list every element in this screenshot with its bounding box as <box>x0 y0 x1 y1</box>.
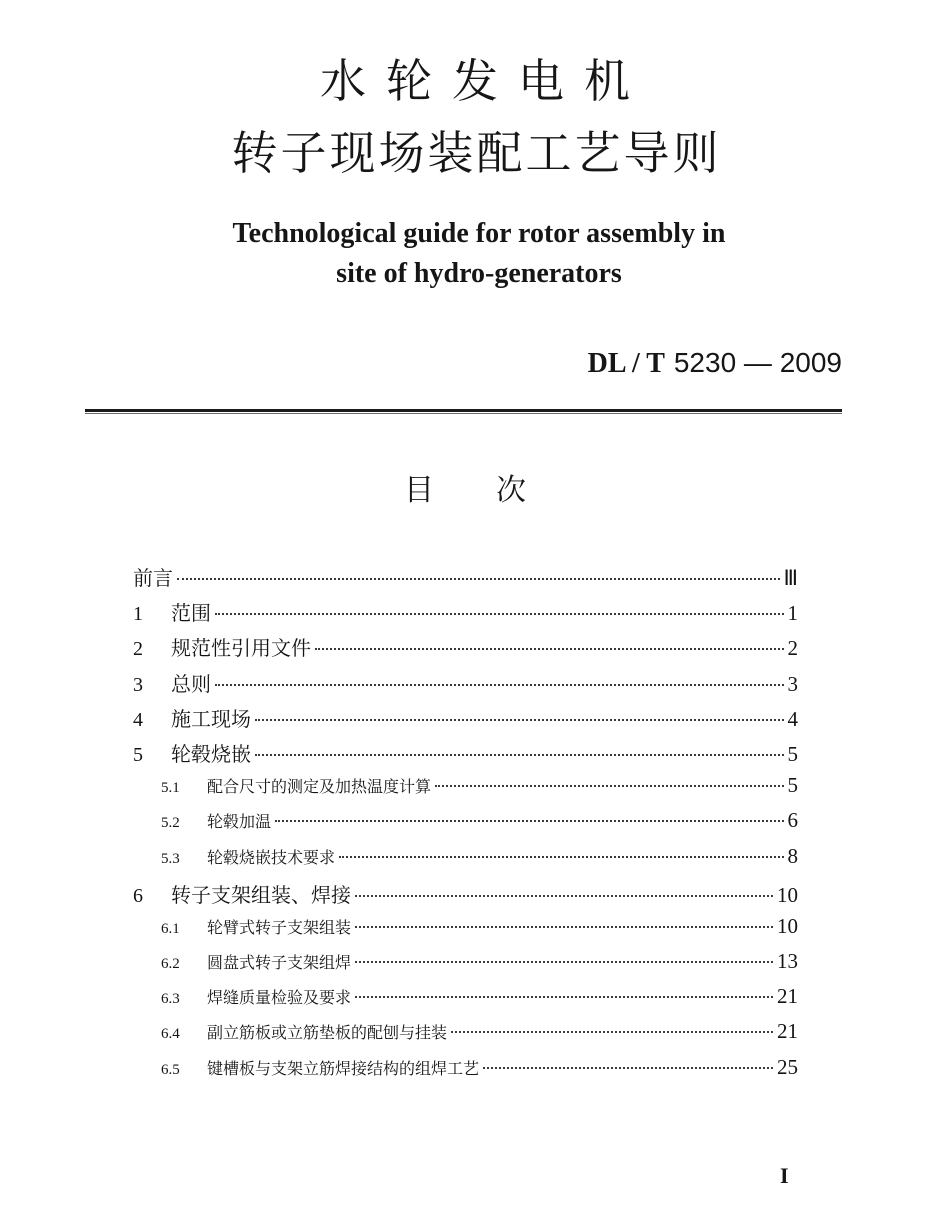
toc-entry-number: 6.2 <box>161 956 180 973</box>
toc-entry-number: 6 <box>133 884 143 907</box>
toc-entry-title: 总则 <box>171 671 211 696</box>
toc-entry-title: 轮臂式转子支架组装 <box>207 917 352 937</box>
toc-entry-page: 2 <box>787 636 798 661</box>
toc-entry-page: 21 <box>777 984 798 1009</box>
toc-entry-number: 5.2 <box>161 815 180 832</box>
toc-entry-number: 5.1 <box>161 780 180 797</box>
toc-entry-title: 转子支架组装、焊接 <box>171 882 351 907</box>
toc-entry-title: 轮毂烧嵌技术要求 <box>207 847 336 867</box>
toc-entry-number: 5.3 <box>161 850 180 867</box>
toc-entry[interactable] <box>133 1019 798 1054</box>
toc-entry-page: 8 <box>787 843 798 868</box>
toc-entry-number: 1 <box>133 603 143 626</box>
toc-entry-title: 配合尺寸的测定及加热温度计算 <box>207 777 432 797</box>
toc-entry-page: 10 <box>777 913 798 938</box>
title-english-line-1: Technological guide for rotor assembly in <box>232 218 726 249</box>
toc-entry-page: 6 <box>787 808 798 833</box>
header-divider-thin <box>85 413 842 414</box>
toc-dot-leader <box>355 926 773 928</box>
toc-entry-title: 施工现场 <box>171 706 251 731</box>
standard-prefix: DL / T <box>587 348 665 379</box>
toc-dot-leader <box>483 1067 773 1069</box>
toc-dot-leader <box>315 648 784 650</box>
toc-entry-page: 13 <box>777 949 798 974</box>
page-number: I <box>780 1163 789 1188</box>
toc-entry-page: 21 <box>777 1019 798 1044</box>
title-english-line-2: site of hydro-generators <box>336 258 622 289</box>
toc-entry[interactable] <box>133 703 798 738</box>
title-chinese-line-2: 转子现场装配工艺导则 <box>231 126 722 180</box>
toc-entry-title: 键槽板与支架立筋焊接结构的组焊工艺 <box>207 1058 480 1078</box>
toc-entry[interactable] <box>133 562 798 597</box>
toc-entry-page: 3 <box>787 671 798 696</box>
toc-dot-leader <box>275 820 783 822</box>
toc-dot-leader <box>255 754 784 756</box>
toc-entry-page: 10 <box>777 882 798 907</box>
toc-entry[interactable] <box>133 1055 798 1090</box>
toc-entry-page: 25 <box>777 1054 798 1079</box>
toc-entry-title: 范围 <box>171 601 211 626</box>
toc-entry[interactable] <box>133 773 798 808</box>
toc-entry-title: 副立筋板或立筋垫板的配刨与挂装 <box>207 1023 448 1043</box>
toc-entry-title: 前言 <box>133 566 173 590</box>
toc-entry-number: 6.4 <box>161 1026 180 1043</box>
toc-entry-number: 6.5 <box>161 1061 180 1078</box>
toc-entry-page: 4 <box>787 706 798 731</box>
toc-entry-number: 5 <box>133 743 143 766</box>
toc-entry-title: 规范性引用文件 <box>171 636 311 661</box>
toc-entry-number: 2 <box>133 638 143 661</box>
toc-entry[interactable] <box>133 844 798 879</box>
toc-entry[interactable] <box>133 949 798 984</box>
toc-entry[interactable] <box>133 984 798 1019</box>
toc-dot-leader <box>355 895 773 897</box>
toc-entry-title: 轮毂烧嵌 <box>171 741 251 766</box>
toc-entry[interactable] <box>133 738 798 773</box>
toc-entry-number: 3 <box>133 673 143 696</box>
header-divider <box>85 409 842 412</box>
toc-dot-leader <box>355 961 773 963</box>
table-of-contents <box>133 562 798 1090</box>
toc-dot-leader <box>451 1031 773 1033</box>
toc-heading: 目次 <box>404 473 588 508</box>
toc-entry-number: 6.1 <box>161 920 180 937</box>
title-chinese-line-1: 水轮发电机 <box>320 54 650 108</box>
toc-dot-leader <box>215 684 784 686</box>
toc-entry-number: 6.3 <box>161 991 180 1008</box>
toc-entry-page: 1 <box>787 601 798 626</box>
toc-entry-title: 轮毂加温 <box>207 812 272 832</box>
toc-dot-leader <box>435 785 783 787</box>
toc-entry[interactable] <box>133 879 798 914</box>
toc-entry-number: 4 <box>133 708 143 731</box>
standard-number: 5230 — 2009 <box>673 347 842 378</box>
standard-code <box>588 349 842 378</box>
toc-entry-title: 圆盘式转子支架组焊 <box>207 953 352 973</box>
toc-entry[interactable] <box>133 668 798 703</box>
toc-entry-page: Ⅲ <box>783 566 798 590</box>
toc-entry-page: 5 <box>787 773 798 798</box>
toc-dot-leader <box>255 719 784 721</box>
toc-entry-title: 焊缝质量检验及要求 <box>207 988 352 1008</box>
toc-dot-leader <box>355 996 773 998</box>
toc-dot-leader <box>215 613 784 615</box>
toc-entry-page: 5 <box>787 741 798 766</box>
toc-entry[interactable] <box>133 808 798 843</box>
toc-dot-leader <box>177 578 780 580</box>
toc-entry[interactable] <box>133 914 798 949</box>
toc-dot-leader <box>339 856 783 858</box>
toc-entry[interactable] <box>133 632 798 667</box>
toc-entry[interactable] <box>133 597 798 632</box>
